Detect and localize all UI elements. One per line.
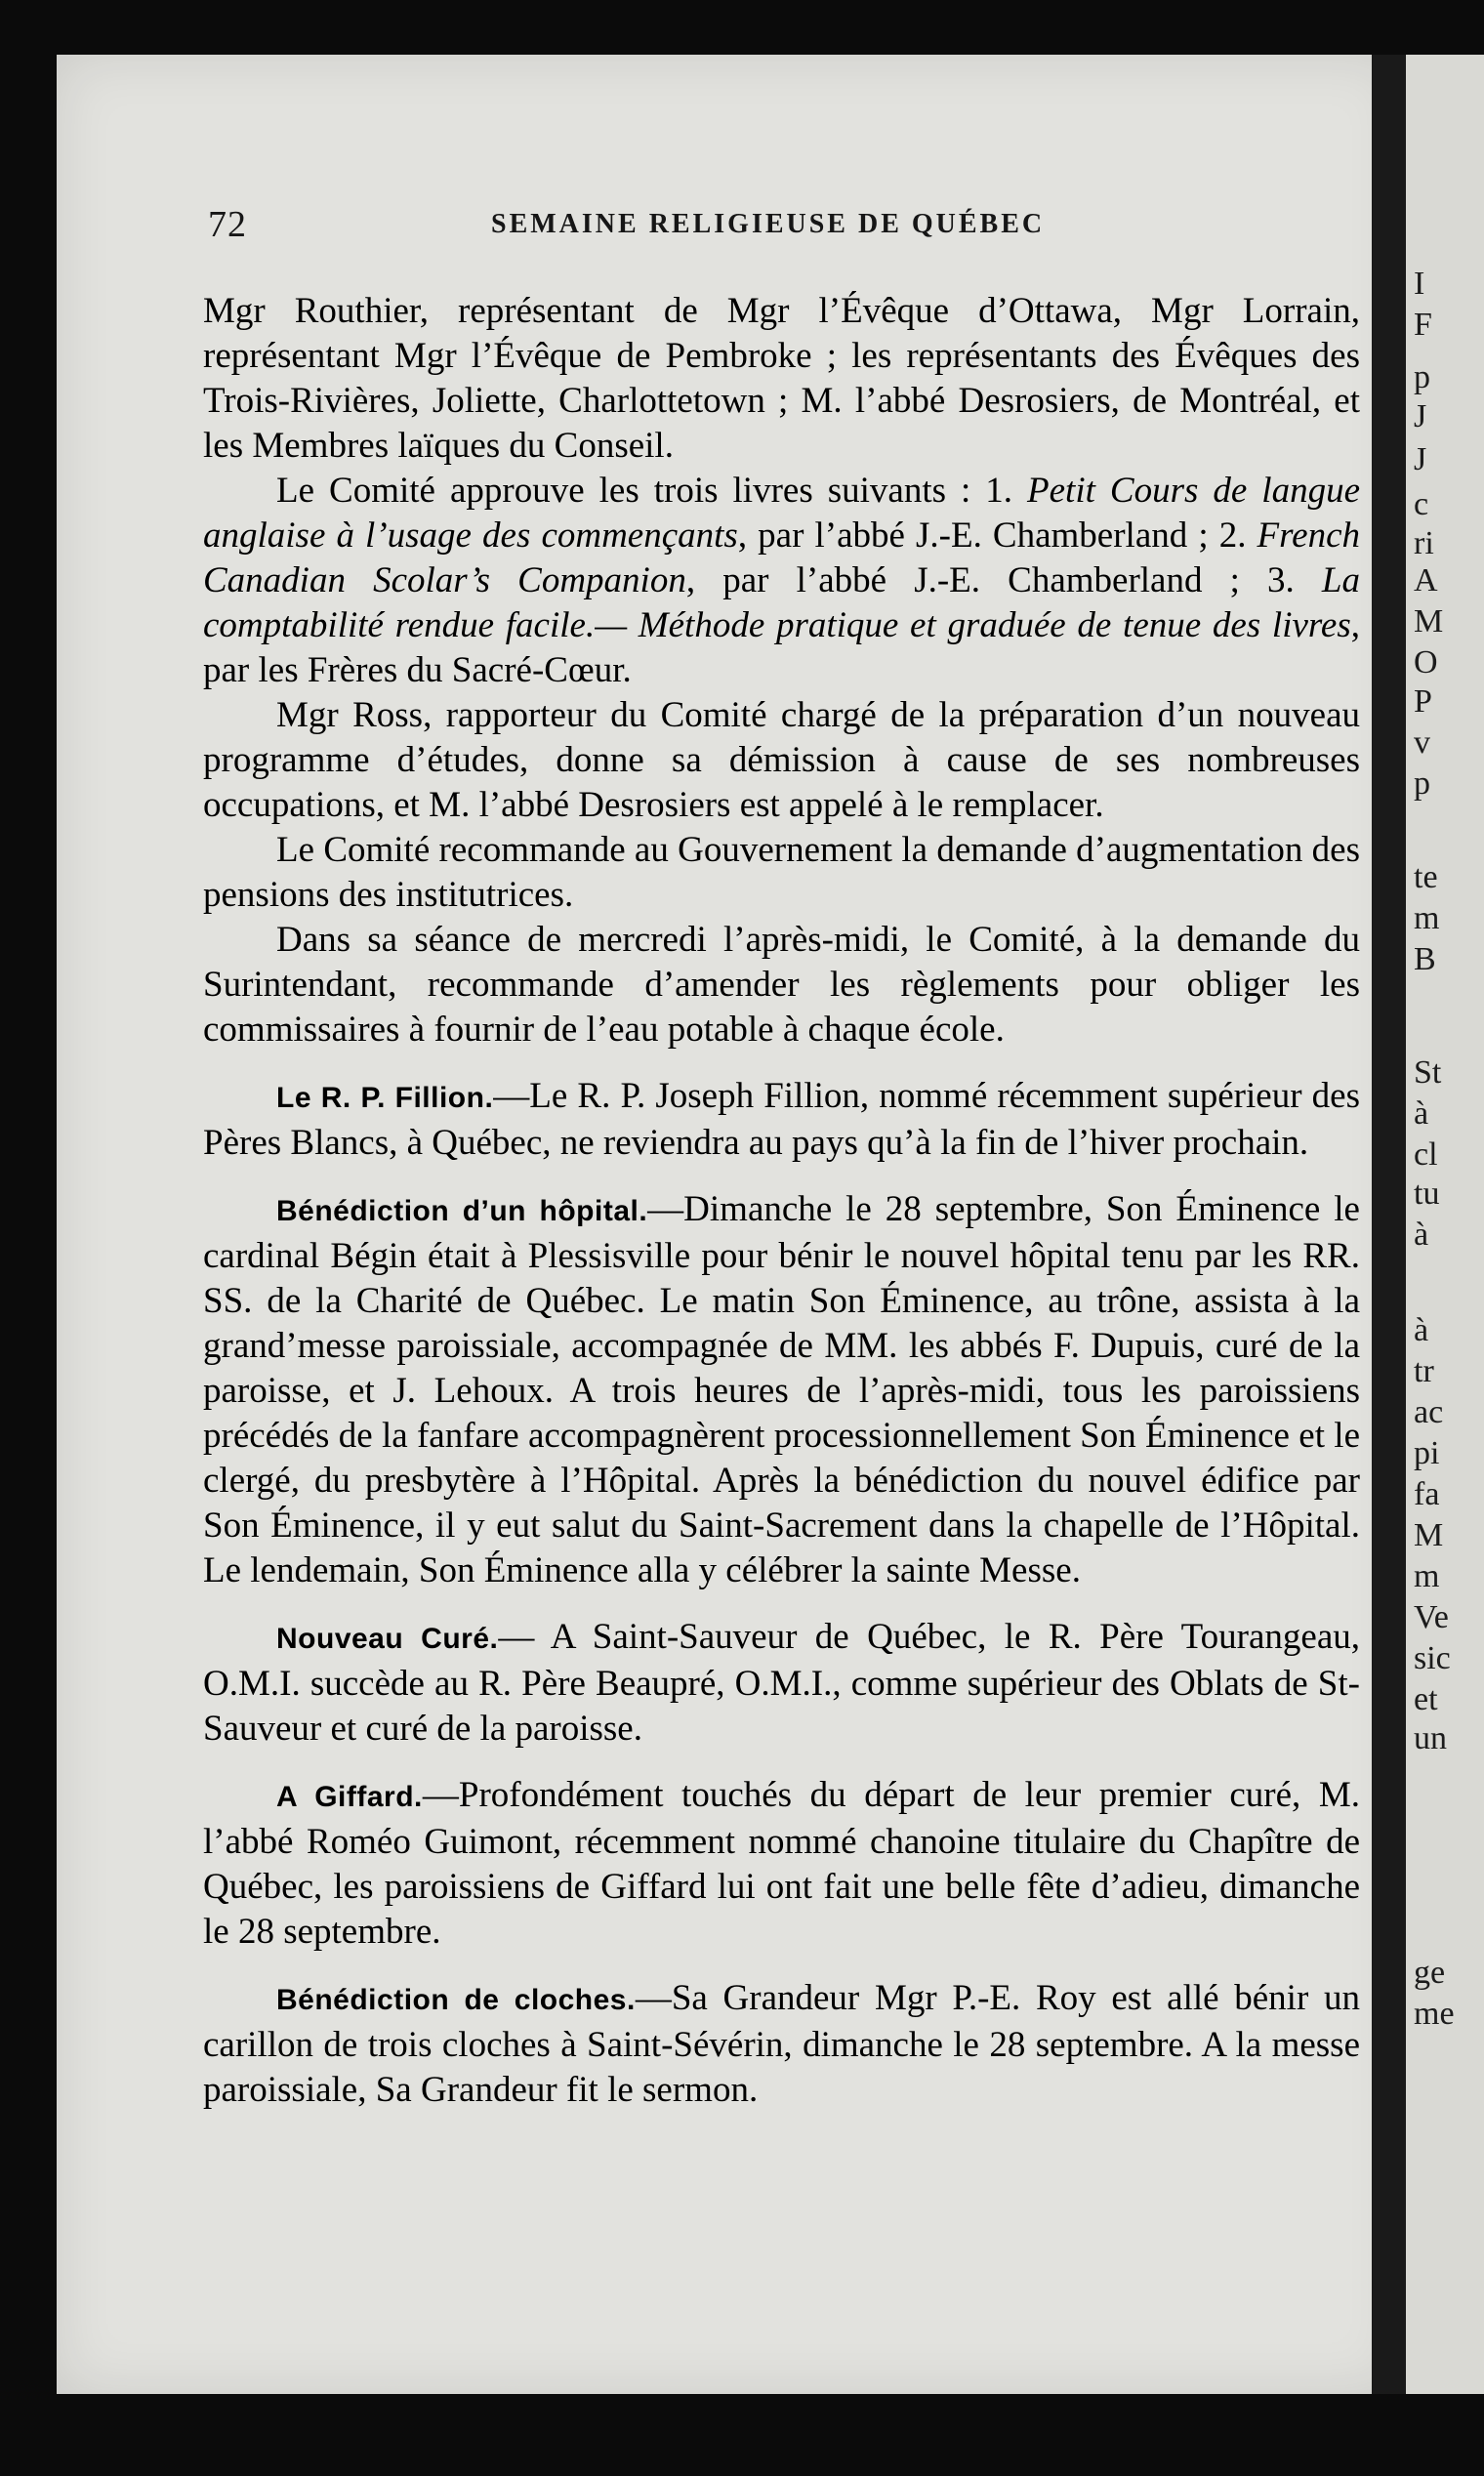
facing-page-fragment: p	[1414, 765, 1430, 802]
book-title-1: Petit Cours de langue anglaise à l’usage des commençants	[203, 471, 1360, 556]
book-title-3: La comptabilité rendue facile.— Méthode pratique et graduée de tenue des livres	[203, 560, 1360, 645]
facing-page-fragment: ge	[1414, 1955, 1446, 1991]
paragraph-3: Mgr Ross, rapporteur du Comité chargé de la préparation d’un nouveau programme d’études, donne sa démission à cause de ses nombreuses occupations, et M. l’abbé Desrosiers est appelé à le remplacer.	[203, 695, 1360, 825]
entry-heading: A Giffard.	[276, 1781, 423, 1813]
facing-page-fragment: et	[1414, 1681, 1438, 1717]
facing-page-fragment: M	[1414, 603, 1444, 640]
facing-page-fragment: O	[1414, 644, 1438, 681]
facing-page-fragment: sic	[1414, 1640, 1451, 1676]
facing-page-fragment: pi	[1414, 1435, 1440, 1471]
paragraph-4: Le Comité recommande au Gouvernement la demande d’augmentation des pensions des institutrices.	[203, 830, 1360, 915]
paragraph-2-part-g: , par les Frères du Sacré-Cœur.	[203, 605, 1360, 690]
facing-page-edge	[1406, 55, 1484, 2394]
entry-text: — A Saint-Sauveur de Québec, le R. Père Tourangeau, O.M.I. succède au R. Père Beaupré, O.M.I., comme supérieur des Oblats de St-Sauveur et curé de la paroisse.	[203, 1617, 1360, 1749]
paragraph-2-part-c: , par l’abbé J.-E. Chamberland ; 2.	[737, 516, 1257, 556]
news-entry-fillion	[203, 1074, 1360, 1166]
book-title-2: French Canadian Scolar’s Companion	[203, 516, 1361, 600]
entry-heading: Nouveau Curé.	[276, 1623, 499, 1655]
facing-page-fragment: c	[1414, 486, 1429, 522]
facing-page-fragment: St	[1414, 1054, 1442, 1091]
facing-page-fragment: F	[1414, 307, 1432, 343]
entry-heading: Bénédiction d’un hôpital.	[276, 1195, 648, 1227]
entry-heading: Bénédiction de cloches.	[276, 1984, 636, 2016]
news-entry-cure	[203, 1615, 1360, 1752]
facing-page-fragment: p	[1414, 359, 1430, 395]
facing-page-fragment: tr	[1414, 1353, 1434, 1389]
news-entry-hospital	[203, 1187, 1360, 1593]
facing-page-fragment: un	[1414, 1720, 1447, 1756]
facing-page-fragment: m	[1414, 900, 1440, 936]
page-body	[203, 289, 1360, 2113]
facing-page-fragment: tu	[1414, 1176, 1440, 1212]
news-entry-giffard	[203, 1773, 1360, 1955]
facing-page-fragment: à	[1414, 1312, 1429, 1348]
running-title: SEMAINE RELIGIEUSE DE QUÉBEC	[491, 209, 1046, 239]
facing-page-fragment: v	[1414, 724, 1430, 761]
facing-page-fragment: te	[1414, 859, 1438, 895]
entry-text: —Le R. P. Joseph Fillion, nommé récemment supérieur des Pères Blancs, à Québec, ne reviendra au pays qu’à la fin de l’hiver prochain.	[203, 1076, 1360, 1163]
facing-page-fragment: à	[1414, 1095, 1429, 1132]
facing-page-fragment: M	[1414, 1517, 1444, 1553]
facing-page-fragment: me	[1414, 1996, 1455, 2032]
news-entry-bells	[203, 1976, 1360, 2113]
facing-page-fragment: J	[1414, 441, 1427, 477]
facing-page-fragment: m	[1414, 1558, 1440, 1594]
book-gutter	[1372, 55, 1409, 2394]
paragraph-2	[203, 469, 1360, 693]
paragraph-1: Mgr Routhier, représentant de Mgr l’Évêque d’Ottawa, Mgr Lorrain, représentant Mgr l’Évêque de Pembroke ; les représentants des Évêques des Trois-Rivières, Joliette, Charlottetown ; M. l’abbé Desrosiers, de Montréal, et les Membres laïques du Conseil.	[203, 291, 1360, 466]
facing-page-fragment: fa	[1414, 1476, 1440, 1512]
entry-heading: Le R. P. Fillion.	[276, 1082, 494, 1114]
facing-page-fragment: I	[1414, 266, 1425, 302]
entry-text: —Profondément touchés du départ de leur premier curé, M. l’abbé Roméo Guimont, récemment nommé chanoine titulaire du Chapître de Québec, les paroissiens de Giffard lui ont fait une belle fête d’adieu, dimanche le 28 septembre.	[203, 1775, 1360, 1952]
facing-page-fragment: ac	[1414, 1394, 1444, 1430]
facing-page-fragment: à	[1414, 1217, 1429, 1253]
facing-page-fragment: J	[1414, 398, 1427, 434]
entry-text: —Sa Grandeur Mgr P.-E. Roy est allé bénir un carillon de trois cloches à Saint-Sévérin, dimanche le 28 septembre. A la messe paroissiale, Sa Grandeur fit le sermon.	[203, 1978, 1360, 2110]
facing-page-fragment: cl	[1414, 1136, 1438, 1173]
facing-page-fragment: B	[1414, 941, 1436, 977]
paragraph-5: Dans sa séance de mercredi l’après-midi, le Comité, à la demande du Surintendant, recommande d’amender les règlements pour obliger les commissaires à fournir de l’eau potable à chaque école.	[203, 920, 1360, 1050]
page-number: 72	[208, 204, 247, 245]
paragraph-2-part-e: , par l’abbé J.-E. Chamberland ; 3.	[685, 560, 1322, 600]
facing-page-fragment: ri	[1414, 525, 1434, 561]
facing-page-fragment: P	[1414, 683, 1432, 720]
facing-page-fragment: Ve	[1414, 1599, 1449, 1635]
facing-page-fragment: A	[1414, 562, 1438, 598]
entry-text: —Dimanche le 28 septembre, Son Éminence le cardinal Bégin était à Plessisville pour bénir le nouvel hôpital tenu par les RR. SS. de la Charité de Québec. Le matin Son Éminence, au trône, assista à la grand’messe paroissiale, accompagnée de MM. les abbés F. Dupuis, curé de la paroisse, et J. Lehoux. A trois heures de l’après-midi, tous les paroissiens précédés de la fanfare accompagnèrent processionnellement Son Éminence et le clergé, du presbytère à l’Hôpital. Après la bénédiction du nouvel édifice par Son Éminence, il y eut salut du Saint-Sacrement dans la chapelle de l’Hôpital. Le lendemain, Son Éminence alla y célébrer la sainte Messe.	[203, 1189, 1360, 1590]
paragraph-2-part-a: Le Comité approuve les trois livres suivants : 1.	[276, 471, 1028, 511]
